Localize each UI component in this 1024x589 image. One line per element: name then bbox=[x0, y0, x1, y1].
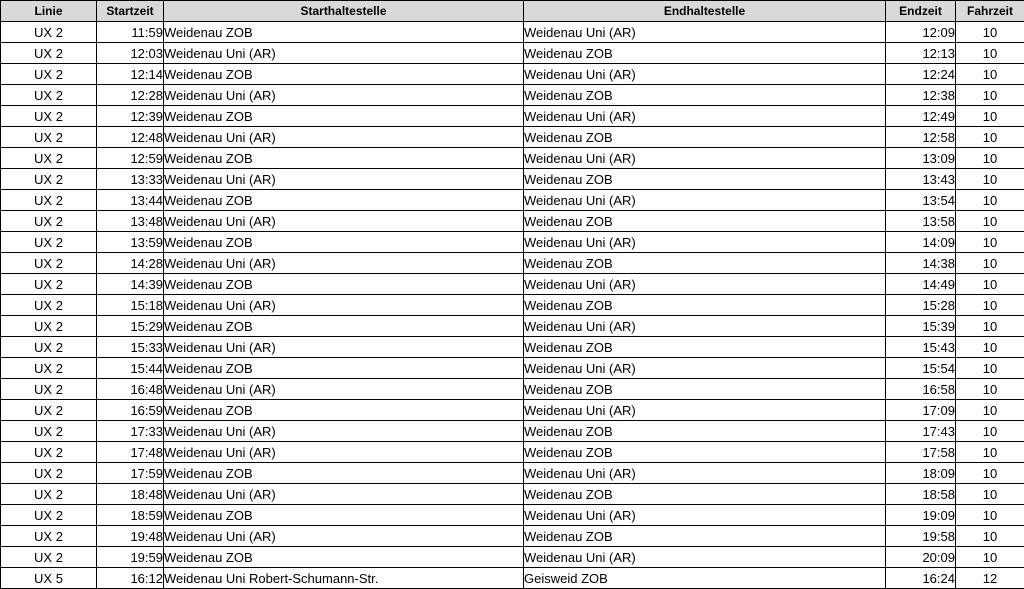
cell-linie: UX 2 bbox=[1, 400, 97, 421]
cell-starthaltestelle: Weidenau ZOB bbox=[164, 274, 524, 295]
cell-starthaltestelle: Weidenau Uni (AR) bbox=[164, 442, 524, 463]
cell-fahrzeit: 10 bbox=[956, 253, 1024, 274]
cell-endhaltestelle: Weidenau ZOB bbox=[524, 421, 886, 442]
cell-endzeit: 15:28 bbox=[886, 295, 956, 316]
cell-endzeit: 13:43 bbox=[886, 169, 956, 190]
cell-startzeit: 18:59 bbox=[97, 505, 164, 526]
cell-linie: UX 2 bbox=[1, 211, 97, 232]
cell-fahrzeit: 10 bbox=[956, 85, 1024, 106]
cell-fahrzeit: 10 bbox=[956, 22, 1024, 43]
cell-startzeit: 19:48 bbox=[97, 526, 164, 547]
cell-linie: UX 2 bbox=[1, 526, 97, 547]
cell-startzeit: 17:33 bbox=[97, 421, 164, 442]
cell-endhaltestelle: Weidenau ZOB bbox=[524, 295, 886, 316]
cell-starthaltestelle: Weidenau ZOB bbox=[164, 463, 524, 484]
cell-endzeit: 18:09 bbox=[886, 463, 956, 484]
cell-endhaltestelle: Weidenau ZOB bbox=[524, 442, 886, 463]
cell-fahrzeit: 10 bbox=[956, 190, 1024, 211]
cell-startzeit: 13:33 bbox=[97, 169, 164, 190]
cell-starthaltestelle: Weidenau Uni (AR) bbox=[164, 526, 524, 547]
cell-linie: UX 2 bbox=[1, 358, 97, 379]
cell-fahrzeit: 10 bbox=[956, 463, 1024, 484]
cell-startzeit: 12:48 bbox=[97, 127, 164, 148]
cell-startzeit: 17:48 bbox=[97, 442, 164, 463]
cell-linie: UX 2 bbox=[1, 274, 97, 295]
cell-linie: UX 2 bbox=[1, 421, 97, 442]
cell-linie: UX 2 bbox=[1, 232, 97, 253]
cell-startzeit: 13:48 bbox=[97, 211, 164, 232]
header-endhaltestelle: Endhaltestelle bbox=[524, 1, 886, 22]
cell-fahrzeit: 10 bbox=[956, 232, 1024, 253]
cell-fahrzeit: 10 bbox=[956, 64, 1024, 85]
cell-starthaltestelle: Weidenau ZOB bbox=[164, 148, 524, 169]
cell-endzeit: 17:09 bbox=[886, 400, 956, 421]
header-endzeit: Endzeit bbox=[886, 1, 956, 22]
cell-starthaltestelle: Weidenau Uni (AR) bbox=[164, 127, 524, 148]
cell-starthaltestelle: Weidenau ZOB bbox=[164, 64, 524, 85]
cell-fahrzeit: 10 bbox=[956, 547, 1024, 568]
table-row bbox=[1, 463, 1024, 484]
cell-linie: UX 2 bbox=[1, 22, 97, 43]
cell-endzeit: 19:58 bbox=[886, 526, 956, 547]
cell-linie: UX 2 bbox=[1, 505, 97, 526]
cell-fahrzeit: 10 bbox=[956, 169, 1024, 190]
cell-startzeit: 13:44 bbox=[97, 190, 164, 211]
table-row bbox=[1, 547, 1024, 568]
cell-linie: UX 2 bbox=[1, 463, 97, 484]
cell-startzeit: 12:39 bbox=[97, 106, 164, 127]
cell-starthaltestelle: Weidenau Uni (AR) bbox=[164, 253, 524, 274]
cell-starthaltestelle: Weidenau Uni (AR) bbox=[164, 379, 524, 400]
cell-starthaltestelle: Weidenau ZOB bbox=[164, 400, 524, 421]
table-row bbox=[1, 85, 1024, 106]
table-row bbox=[1, 232, 1024, 253]
cell-endzeit: 18:58 bbox=[886, 484, 956, 505]
cell-starthaltestelle: Weidenau Uni (AR) bbox=[164, 295, 524, 316]
cell-linie: UX 2 bbox=[1, 337, 97, 358]
cell-startzeit: 12:14 bbox=[97, 64, 164, 85]
table-row bbox=[1, 106, 1024, 127]
header-startzeit: Startzeit bbox=[97, 1, 164, 22]
cell-starthaltestelle: Weidenau Uni (AR) bbox=[164, 85, 524, 106]
cell-startzeit: 16:48 bbox=[97, 379, 164, 400]
cell-endzeit: 15:54 bbox=[886, 358, 956, 379]
cell-endzeit: 12:58 bbox=[886, 127, 956, 148]
cell-endzeit: 12:24 bbox=[886, 64, 956, 85]
cell-linie: UX 2 bbox=[1, 43, 97, 64]
header-starthaltestelle: Starthaltestelle bbox=[164, 1, 524, 22]
cell-startzeit: 17:59 bbox=[97, 463, 164, 484]
cell-starthaltestelle: Weidenau ZOB bbox=[164, 316, 524, 337]
cell-linie: UX 2 bbox=[1, 148, 97, 169]
table-row bbox=[1, 295, 1024, 316]
cell-endzeit: 12:49 bbox=[886, 106, 956, 127]
table-row bbox=[1, 22, 1024, 43]
table-row bbox=[1, 190, 1024, 211]
cell-fahrzeit: 10 bbox=[956, 274, 1024, 295]
cell-endhaltestelle: Geisweid ZOB bbox=[524, 568, 886, 589]
table-row bbox=[1, 316, 1024, 337]
cell-endhaltestelle: Weidenau Uni (AR) bbox=[524, 274, 886, 295]
cell-startzeit: 15:18 bbox=[97, 295, 164, 316]
schedule-header bbox=[1, 1, 1024, 22]
cell-startzeit: 18:48 bbox=[97, 484, 164, 505]
cell-starthaltestelle: Weidenau ZOB bbox=[164, 232, 524, 253]
header-row bbox=[1, 1, 1024, 22]
cell-linie: UX 2 bbox=[1, 379, 97, 400]
cell-endhaltestelle: Weidenau ZOB bbox=[524, 127, 886, 148]
cell-fahrzeit: 10 bbox=[956, 421, 1024, 442]
cell-fahrzeit: 12 bbox=[956, 568, 1024, 589]
cell-fahrzeit: 10 bbox=[956, 211, 1024, 232]
cell-fahrzeit: 10 bbox=[956, 505, 1024, 526]
cell-starthaltestelle: Weidenau Uni Robert-Schumann-Str. bbox=[164, 568, 524, 589]
table-row bbox=[1, 358, 1024, 379]
cell-linie: UX 2 bbox=[1, 295, 97, 316]
cell-endhaltestelle: Weidenau Uni (AR) bbox=[524, 232, 886, 253]
cell-linie: UX 2 bbox=[1, 547, 97, 568]
cell-endhaltestelle: Weidenau ZOB bbox=[524, 526, 886, 547]
cell-starthaltestelle: Weidenau Uni (AR) bbox=[164, 337, 524, 358]
cell-endhaltestelle: Weidenau Uni (AR) bbox=[524, 190, 886, 211]
cell-fahrzeit: 10 bbox=[956, 400, 1024, 421]
cell-linie: UX 2 bbox=[1, 190, 97, 211]
cell-endhaltestelle: Weidenau Uni (AR) bbox=[524, 64, 886, 85]
cell-endzeit: 13:09 bbox=[886, 148, 956, 169]
schedule-body bbox=[1, 22, 1024, 589]
cell-startzeit: 12:28 bbox=[97, 85, 164, 106]
cell-linie: UX 2 bbox=[1, 169, 97, 190]
cell-startzeit: 15:29 bbox=[97, 316, 164, 337]
cell-linie: UX 2 bbox=[1, 64, 97, 85]
cell-endzeit: 12:38 bbox=[886, 85, 956, 106]
cell-endzeit: 13:54 bbox=[886, 190, 956, 211]
cell-starthaltestelle: Weidenau ZOB bbox=[164, 190, 524, 211]
cell-endzeit: 20:09 bbox=[886, 547, 956, 568]
table-row bbox=[1, 421, 1024, 442]
cell-fahrzeit: 10 bbox=[956, 295, 1024, 316]
cell-starthaltestelle: Weidenau ZOB bbox=[164, 505, 524, 526]
cell-startzeit: 12:03 bbox=[97, 43, 164, 64]
cell-endhaltestelle: Weidenau Uni (AR) bbox=[524, 463, 886, 484]
cell-linie: UX 5 bbox=[1, 568, 97, 589]
cell-fahrzeit: 10 bbox=[956, 358, 1024, 379]
cell-endhaltestelle: Weidenau Uni (AR) bbox=[524, 358, 886, 379]
cell-endzeit: 17:58 bbox=[886, 442, 956, 463]
cell-startzeit: 14:28 bbox=[97, 253, 164, 274]
table-row bbox=[1, 43, 1024, 64]
cell-fahrzeit: 10 bbox=[956, 337, 1024, 358]
table-row bbox=[1, 64, 1024, 85]
table-row bbox=[1, 169, 1024, 190]
cell-linie: UX 2 bbox=[1, 484, 97, 505]
table-row bbox=[1, 568, 1024, 589]
cell-endhaltestelle: Weidenau Uni (AR) bbox=[524, 547, 886, 568]
cell-endhaltestelle: Weidenau Uni (AR) bbox=[524, 400, 886, 421]
table-row bbox=[1, 400, 1024, 421]
cell-endhaltestelle: Weidenau ZOB bbox=[524, 484, 886, 505]
cell-starthaltestelle: Weidenau Uni (AR) bbox=[164, 211, 524, 232]
cell-startzeit: 11:59 bbox=[97, 22, 164, 43]
cell-endhaltestelle: Weidenau ZOB bbox=[524, 211, 886, 232]
cell-starthaltestelle: Weidenau Uni (AR) bbox=[164, 43, 524, 64]
cell-fahrzeit: 10 bbox=[956, 127, 1024, 148]
cell-startzeit: 13:59 bbox=[97, 232, 164, 253]
cell-fahrzeit: 10 bbox=[956, 316, 1024, 337]
table-row bbox=[1, 148, 1024, 169]
cell-starthaltestelle: Weidenau ZOB bbox=[164, 106, 524, 127]
cell-endhaltestelle: Weidenau ZOB bbox=[524, 379, 886, 400]
cell-endhaltestelle: Weidenau ZOB bbox=[524, 43, 886, 64]
table-row bbox=[1, 253, 1024, 274]
cell-linie: UX 2 bbox=[1, 316, 97, 337]
cell-endzeit: 16:24 bbox=[886, 568, 956, 589]
cell-endzeit: 17:43 bbox=[886, 421, 956, 442]
cell-linie: UX 2 bbox=[1, 106, 97, 127]
cell-startzeit: 15:44 bbox=[97, 358, 164, 379]
cell-endhaltestelle: Weidenau ZOB bbox=[524, 85, 886, 106]
cell-endhaltestelle: Weidenau Uni (AR) bbox=[524, 148, 886, 169]
cell-endhaltestelle: Weidenau Uni (AR) bbox=[524, 505, 886, 526]
cell-endzeit: 13:58 bbox=[886, 211, 956, 232]
cell-endzeit: 16:58 bbox=[886, 379, 956, 400]
cell-starthaltestelle: Weidenau ZOB bbox=[164, 22, 524, 43]
cell-endhaltestelle: Weidenau Uni (AR) bbox=[524, 316, 886, 337]
header-fahrzeit: Fahrzeit bbox=[956, 1, 1024, 22]
table-row bbox=[1, 337, 1024, 358]
cell-linie: UX 2 bbox=[1, 253, 97, 274]
table-row bbox=[1, 211, 1024, 232]
cell-startzeit: 19:59 bbox=[97, 547, 164, 568]
cell-endzeit: 19:09 bbox=[886, 505, 956, 526]
cell-endzeit: 14:38 bbox=[886, 253, 956, 274]
cell-endzeit: 12:09 bbox=[886, 22, 956, 43]
cell-linie: UX 2 bbox=[1, 127, 97, 148]
table-row bbox=[1, 379, 1024, 400]
cell-fahrzeit: 10 bbox=[956, 379, 1024, 400]
cell-starthaltestelle: Weidenau ZOB bbox=[164, 358, 524, 379]
table-row bbox=[1, 274, 1024, 295]
cell-starthaltestelle: Weidenau Uni (AR) bbox=[164, 421, 524, 442]
header-linie: Linie bbox=[1, 1, 97, 22]
cell-startzeit: 12:59 bbox=[97, 148, 164, 169]
cell-endzeit: 14:09 bbox=[886, 232, 956, 253]
cell-endzeit: 15:39 bbox=[886, 316, 956, 337]
cell-starthaltestelle: Weidenau Uni (AR) bbox=[164, 484, 524, 505]
table-row bbox=[1, 526, 1024, 547]
cell-endhaltestelle: Weidenau ZOB bbox=[524, 253, 886, 274]
cell-startzeit: 16:59 bbox=[97, 400, 164, 421]
cell-endhaltestelle: Weidenau Uni (AR) bbox=[524, 22, 886, 43]
cell-fahrzeit: 10 bbox=[956, 43, 1024, 64]
cell-endzeit: 12:13 bbox=[886, 43, 956, 64]
cell-fahrzeit: 10 bbox=[956, 442, 1024, 463]
table-row bbox=[1, 484, 1024, 505]
cell-fahrzeit: 10 bbox=[956, 484, 1024, 505]
cell-linie: UX 2 bbox=[1, 85, 97, 106]
cell-linie: UX 2 bbox=[1, 442, 97, 463]
table-row bbox=[1, 505, 1024, 526]
cell-endzeit: 14:49 bbox=[886, 274, 956, 295]
cell-endhaltestelle: Weidenau ZOB bbox=[524, 337, 886, 358]
cell-starthaltestelle: Weidenau Uni (AR) bbox=[164, 169, 524, 190]
table-row bbox=[1, 127, 1024, 148]
cell-fahrzeit: 10 bbox=[956, 106, 1024, 127]
cell-startzeit: 16:12 bbox=[97, 568, 164, 589]
cell-starthaltestelle: Weidenau ZOB bbox=[164, 547, 524, 568]
cell-endhaltestelle: Weidenau Uni (AR) bbox=[524, 106, 886, 127]
cell-endhaltestelle: Weidenau ZOB bbox=[524, 169, 886, 190]
cell-endzeit: 15:43 bbox=[886, 337, 956, 358]
cell-startzeit: 14:39 bbox=[97, 274, 164, 295]
cell-startzeit: 15:33 bbox=[97, 337, 164, 358]
table-row bbox=[1, 442, 1024, 463]
cell-fahrzeit: 10 bbox=[956, 526, 1024, 547]
cell-fahrzeit: 10 bbox=[956, 148, 1024, 169]
